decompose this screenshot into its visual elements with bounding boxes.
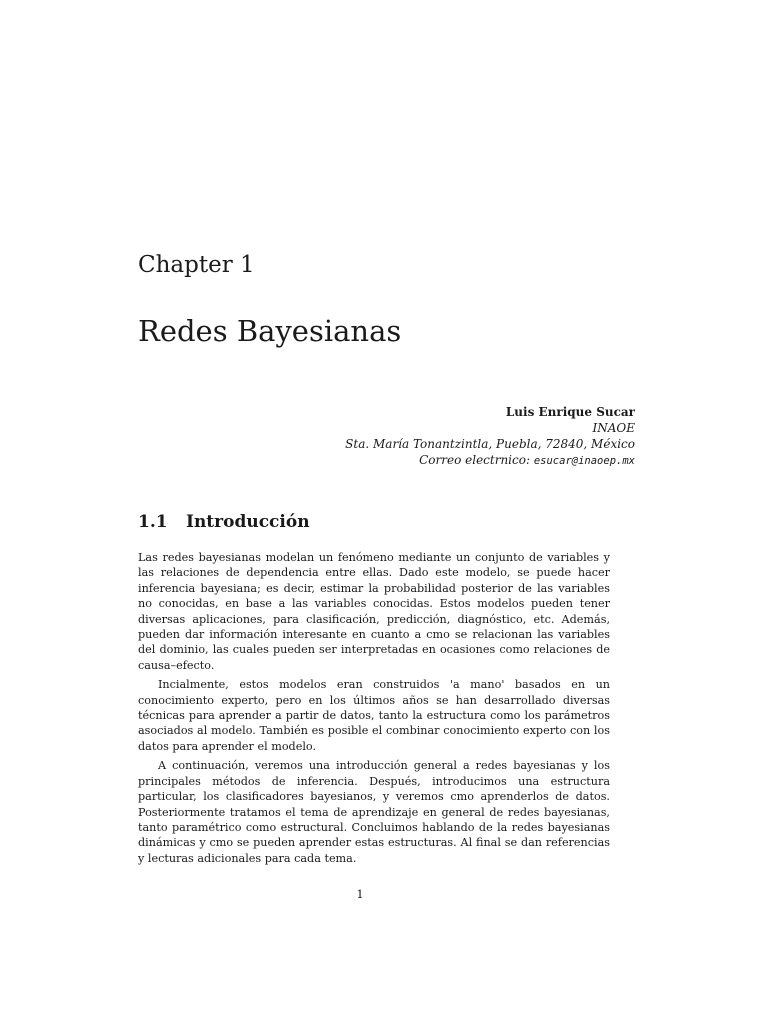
paragraph-3: A continuación, veremos una introducción general a redes bayesianas y los principales métodos de inferencia. Después, introducimos una estructura particular, los clasificadores bayesianos, y veremos cmo aprenderlos de datos. Posteriormente tratamos el tema de aprendizaje en general de redes bayesianas, tanto paramétrico como estructural. Concluimos hablando de la redes bayesianas dinámicas y cmo se pueden aprender estas estructuras. Al final se dan referencias y lecturas adicionales para cada tema. — [138, 759, 610, 865]
chapter-title: Redes Bayesianas — [138, 314, 402, 348]
paragraph-2: Incialmente, estos modelos eran construidos 'a mano' basados en un conocimiento experto, pero en los últimos años se han desarrollado diversas técnicas para aprender a partir de datos, tanto la estructura como los parámetros asociados al modelo. También es posible el combinar conocimiento experto con los datos para aprender el modelo. — [138, 678, 610, 753]
author-block — [345, 404, 635, 469]
author-institution: INAOE — [592, 421, 635, 435]
body-text — [138, 550, 610, 870]
section-title: Introducción — [186, 512, 310, 532]
author-name: Luis Enrique Sucar — [505, 405, 635, 419]
section-number: 1.1 — [138, 512, 168, 532]
author-email-line — [345, 452, 635, 469]
author-address: Sta. María Tonantzintla, Puebla, 72840, México — [345, 437, 635, 451]
paragraph-1: Las redes bayesianas modelan un fenómeno mediante un conjunto de variables y las relaciones de dependencia entre ellas. Dado este modelo, se puede hacer inferencia bayesiana; es decir, estimar la probabilidad posterior de las variables no conocidas, en base a las variables conocidas. Estos modelos pueden tener diversas aplicaciones, para clasificación, predicción, diagnóstico, etc. Además, pueden dar información interesante en cuanto a cmo se relacionan las variables del dominio, las cuales pueden ser interpretadas en ocasiones como relaciones de causa–efecto. — [138, 551, 610, 672]
email-address: esucar@inaoep.mx — [533, 455, 635, 467]
chapter-label: Chapter 1 — [138, 252, 255, 278]
page-number: 1 — [356, 887, 364, 901]
section-heading — [138, 510, 310, 534]
email-label: Correo electrnico: — [419, 453, 531, 467]
